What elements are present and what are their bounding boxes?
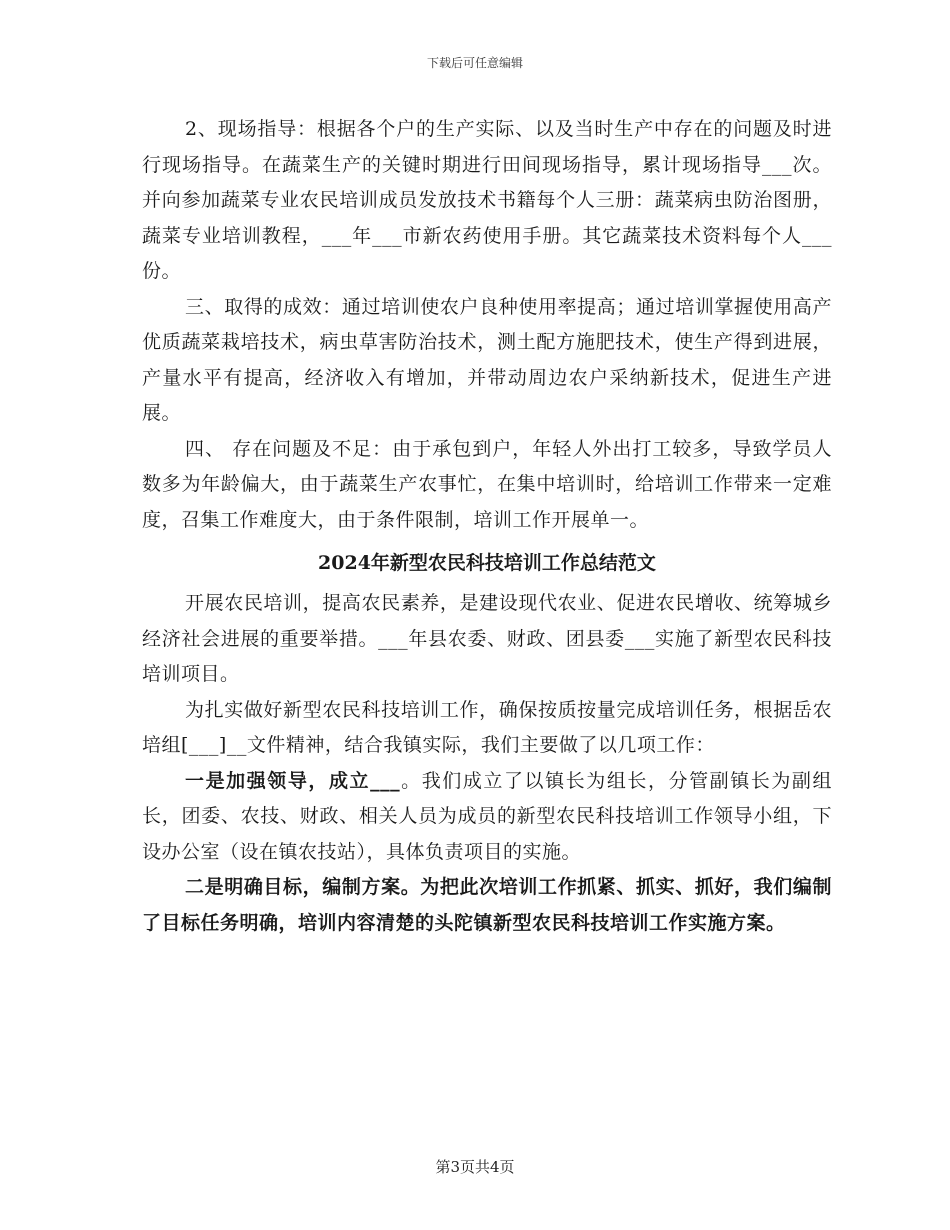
paragraph-leadership	[142, 764, 832, 871]
document-body	[142, 112, 832, 941]
page-header: 下载后可任意编辑	[426, 56, 523, 70]
paragraph-results: 三、取得的成效：通过培训使农户良种使用率提高；通过培训掌握使用高产优质蔬菜栽培技术，病虫草害防治技术，测土配方施肥技术，使生产得到进展，产量水平有提高，经济收入有增加，并带动周边农户采纳新技术，促进生产进展。	[142, 295, 832, 424]
paragraph-problems: 四、 存在问题及不足：由于承包到户，年轻人外出打工较多，导致学员人数多为年龄偏大，由于蔬菜生产农事忙，在集中培训时，给培训工作带来一定难度，召集工作难度大，由于条件限制，培训工作开展单一。	[142, 437, 832, 531]
paragraph-field-guidance: 2、现场指导：根据各个户的生产实际、以及当时生产中存在的问题及时进行现场指导。在蔬菜生产的关键时期进行田间现场指导，累计现场指导___次。并向参加蔬菜专业农民培训成员发放技术书籍每个人三册：蔬菜病虫防治图册，蔬菜专业培训教程，___年___市新农药使用手册。其它蔬菜技术资料每个人___份。	[142, 118, 832, 282]
paragraph-intro: 开展农民培训，提高农民素养，是建设现代农业、促进农民增收、统筹城乡经济社会进展的重要举措。___年县农委、财政、团县委___实施了新型农民科技培训项目。	[142, 592, 832, 685]
leadership-heading: 一是加强领导，成立___	[185, 769, 401, 792]
page-footer: 第3页共4页	[435, 1158, 515, 1176]
article-title: 2024年新型农民科技培训工作总结范文	[318, 552, 656, 574]
paragraph-objectives: 二是明确目标，编制方案。为把此次培训工作抓紧、抓实、抓好，我们编制了目标任务明确，培训内容清楚的头陀镇新型农民科技培训工作实施方案。	[142, 876, 832, 934]
leadership-body: 。我们成立了以镇长为组长，分管副镇长为副组长，团委、农技、财政、相关人员为成员的新型农民科技培训工作领导小组，下设办公室（设在镇农技站），具体负责项目的实施。	[142, 769, 832, 863]
paragraph-purpose: 为扎实做好新型农民科技培训工作，确保按质按量完成培训任务，根据岳农培组[___]__文件精神，结合我镇实际，我们主要做了以几项工作：	[142, 698, 832, 756]
